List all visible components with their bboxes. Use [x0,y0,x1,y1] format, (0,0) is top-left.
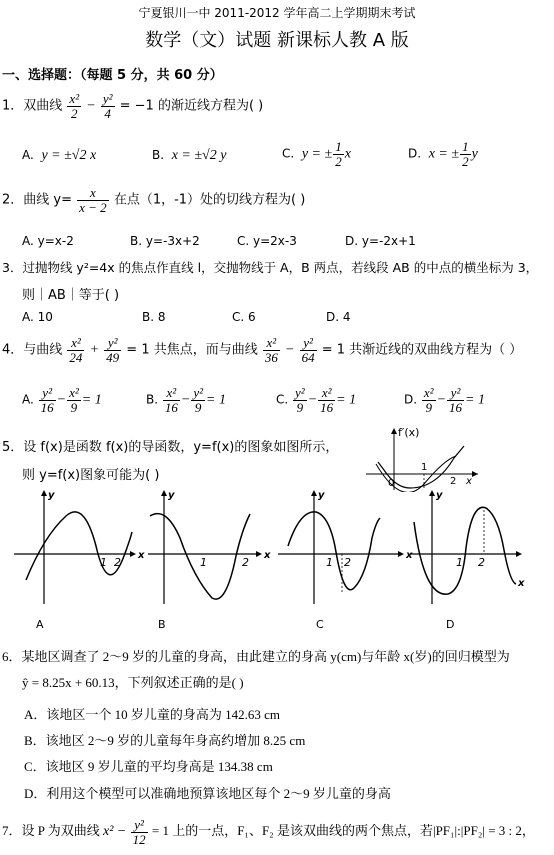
svg-text:y: y [48,490,55,501]
q1-option-b: B. x = ±√2 y [152,148,227,163]
svg-text:x: x [264,550,271,561]
q1-frac-x: $\frac{\text{x²}}{2}$ [69,91,80,121]
question-3-line2: 则｜AB｜等于( ) [22,288,120,303]
svg-text:x: x [518,578,525,589]
q4-option-d: D. $\frac{\text{x²}}{9}$ − $\frac{\text{y²}}{16}$ = 1 [404,385,485,415]
q3-option-a: A. 10 [22,310,53,324]
svg-text:1: 1 [456,556,463,569]
q1-option-a: A. y = ±√2 x [22,148,97,163]
q6-option-a: A．该地区一个 10 岁儿童的身高为 142.63 cm [24,707,281,722]
graph-d-label: D [446,618,455,631]
svg-text:1: 1 [326,556,333,569]
svg-text:x: x [406,550,413,561]
svg-text:1: 1 [100,556,107,569]
svg-text:2: 2 [242,556,249,569]
svg-text:y: y [436,490,443,501]
fprime-label: f′(x) [398,426,420,439]
graph-a-curve [26,512,132,580]
svg-text:y: y [168,490,175,501]
question-2-stem: 2．曲线 y= $\frac{x}{x - 2}$ 在点（1，-1）处的切线方程为( ) [2,185,306,215]
question-1-stem: 1．双曲线 $\frac{\text{x²}}{2}$ − $\frac{\text{y²}}{4}$ = −1 的渐近线方程为( ) [2,91,264,121]
svg-text:y: y [318,490,325,501]
graph-c-label: C [316,618,324,631]
svg-text:x: x [466,476,472,487]
q2-option-c: C. y=2x-3 [237,234,297,248]
graph-a [14,490,145,631]
q1-rest: = −1 的渐近线方程为( ) [119,98,264,114]
svg-text:2: 2 [114,556,121,569]
q3-option-c: C. 6 [232,310,256,324]
question-6-line1: 6．某地区调查了 2～9 岁的儿童的身高，由此建立的身高 y(cm)与年龄 x(岁)的回归模型为 [2,649,510,664]
q1-prefix: 1．双曲线 [2,98,63,114]
school-line: 宁夏银川一中 2011-2012 学年高二上学期期末考试 [138,6,416,20]
graph-b [148,490,271,631]
svg-text:2: 2 [450,476,457,487]
question-7-stem: 7．设 P 为双曲线 x² − $\frac{\text{y²}}{12}$ = 1 上的一点，F₁、F₂ 是该双曲线的两个焦点，若|PF₁|:|PF₂| = 3 : 2， [2,817,535,847]
svg-text:x: x [138,550,145,561]
question-6-line2: ŷ = 8.25x + 60.13，下列叙述正确的是( ) [22,675,244,690]
graph-a-label: A [36,618,44,631]
paper-title: 数学（文）试题 新课标人教 A 版 [145,30,409,51]
question-4-stem: 4．与曲线 $\frac{\text{x²}}{24}$ + $\frac{\text{y²}}{49}$ = 1 共焦点，而与曲线 $\frac{\text{x²}}{36}$ − $\frac{\text{y²}}{64}$ = 1 共渐近线的双曲线方程为（ ） [2,335,523,365]
q2-option-a: A. y=x-2 [22,234,74,248]
q4-option-a: A. $\frac{\text{y²}}{16}$ − $\frac{\text{x²}}{9}$ = 1 [22,385,102,415]
svg-text:1: 1 [200,556,207,569]
q2-option-d: D. y=-2x+1 [345,234,416,248]
q1-option-c: C. y = ± $\frac{1}{2}$ x [282,139,351,169]
section-heading: 一、选择题：（每题 5 分，共 60 分） [2,68,223,83]
q3-option-d: D. 4 [326,310,351,324]
question-5-line2: 则 y=f(x)图象可能为( ) [22,468,160,483]
fprime-graph [362,422,482,492]
question-5-line1: 5．设 f(x)是函数 f(x)的导函数，y=f(x)的图象如图所示， [2,440,339,455]
q6-option-d: D．利用这个模型可以准确地预算该地区每个 2～9 岁儿童的身高 [24,786,391,801]
graph-d-curve [414,507,516,594]
svg-text:2: 2 [478,556,485,569]
q5-option-graphs [4,486,552,634]
graph-b-label: B [158,618,166,631]
q2-option-b: B. y=-3x+2 [130,234,200,248]
graph-c [278,490,413,631]
svg-text:2: 2 [344,556,351,569]
q6-option-b: B．该地区 2～9 岁的儿童每年身高约增加 8.25 cm [24,733,306,748]
svg-text:1: 1 [421,462,428,473]
q3-option-b: B. 8 [142,310,166,324]
q4-option-b: B. $\frac{\text{x²}}{16}$ − $\frac{\text{y²}}{9}$ = 1 [146,385,226,415]
q1-option-d: D. x = ± $\frac{1}{2}$ y [408,139,478,169]
graph-d [410,490,525,631]
q4-option-c: C. $\frac{\text{y²}}{9}$ − $\frac{\text{x²}}{16}$ = 1 [276,385,357,415]
graph-c-curve [288,512,380,590]
question-3-line1: 3．过抛物线 y²=4x 的焦点作直线 l，交抛物线于 A，B 两点，若线段 AB 的中点的横坐标为 3， [2,260,539,275]
svg-text:0: 0 [388,478,395,489]
q1-frac-y: $\frac{\text{y²}}{4}$ [102,91,113,121]
q6-option-c: C．该地区 9 岁儿童的平均身高是 134.38 cm [24,759,273,774]
